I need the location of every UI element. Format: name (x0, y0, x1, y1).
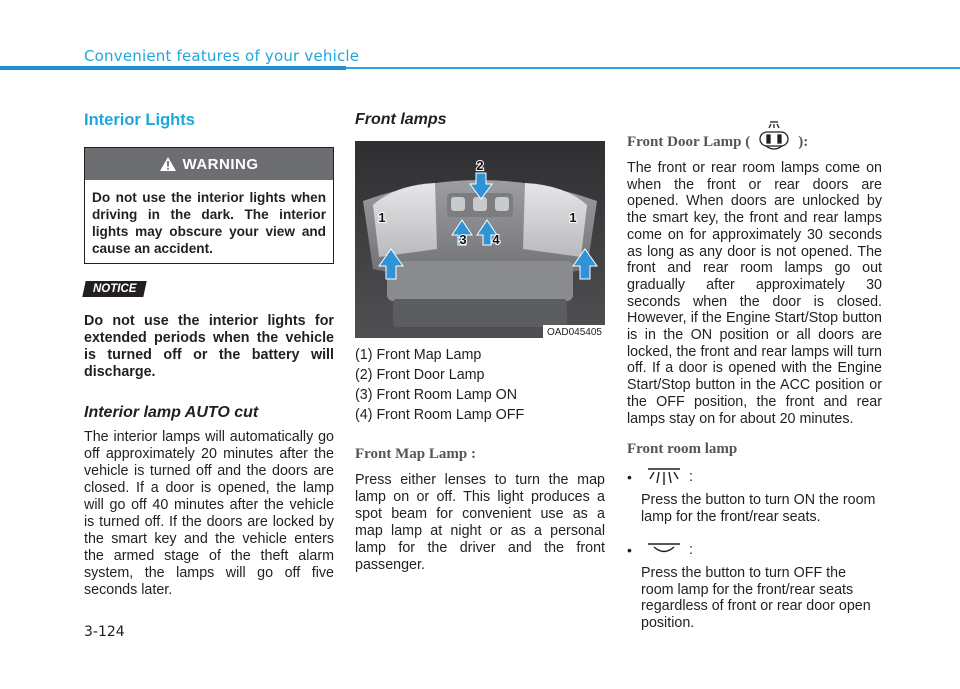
room-lamp-off-bullet (627, 540, 882, 560)
callout-2: 2 (476, 158, 484, 173)
list-item: (4) Front Room Lamp OFF (355, 407, 525, 423)
page-number: 3-124 (84, 624, 125, 640)
front-map-lamp-text: Press either lenses to turn the map lamp on or off. This light produces a spot beam for convenient use as a map lamp at night or as a personal lamp for the driver and the front passenger. (355, 472, 605, 573)
header-rule-light (346, 67, 960, 69)
room-lamp-on-bullet (627, 467, 882, 487)
auto-cut-text: The interior lamps will automatically go off approximately 20 minutes after the vehicle is turned off and the doors are closed. If a door is opened, the lamp will go off 40 minutes after the vehicle is turned off. If the doors are locked by the smart key and the vehicle enters the armed stage of the theft alarm system, the lamps will go off five seconds later. (84, 429, 334, 598)
front-door-lamp-title-text: Front Door Lamp ( (627, 133, 751, 150)
column-door-room-lamps (627, 105, 882, 631)
image-code: OAD045405 (546, 327, 602, 338)
callout-1-left: 1 (378, 210, 386, 225)
auto-cut-title: Interior lamp AUTO cut (84, 404, 259, 421)
front-door-lamp-title (627, 127, 882, 157)
front-room-lamp-title: Front room lamp (627, 441, 738, 458)
bullet-dot: • (627, 542, 632, 559)
lamp-on-icon (645, 467, 683, 487)
room-lamp-off-text: Press the button to turn OFF the room lamp for the front/rear seats regardless of front or rear door open position. (641, 565, 871, 631)
callout-4: 4 (492, 232, 500, 247)
list-item: (1) Front Map Lamp (355, 347, 482, 363)
front-door-lamp-title-suffix: ): (798, 133, 809, 150)
section-header-title: Convenient features of your vehicle (84, 47, 360, 65)
list-item: (3) Front Room Lamp ON (355, 387, 518, 403)
lamp-legend-list (355, 345, 605, 425)
column-front-lamps (355, 105, 605, 574)
warning-box (84, 147, 334, 264)
header-rule-dark (0, 66, 346, 70)
notice-text: Do not use the interior lights for extended periods when the vehicle is turned off or the battery will discharge. (84, 313, 334, 380)
room-lamp-on-text: Press the button to turn ON the room lamp for the front/rear seats. (641, 492, 876, 526)
callout-1-right: 1 (569, 210, 577, 225)
list-item: (2) Front Door Lamp (355, 367, 485, 383)
bullet-suffix: : (689, 469, 693, 486)
callout-3: 3 (459, 232, 467, 247)
front-map-lamp-title: Front Map Lamp : (355, 446, 476, 462)
front-lamps-title: Front lamps (355, 111, 447, 128)
warning-text: Do not use the interior lights when driving in the dark. The interior lights may obscure your view and cause an accident. (92, 190, 326, 256)
column-interior-lights (84, 105, 334, 599)
overhead-console-illustration (355, 141, 605, 338)
bullet-suffix: : (689, 542, 693, 559)
warning-header (85, 148, 333, 180)
interior-lights-title: Interior Lights (84, 111, 195, 129)
door-lamp-icon (754, 121, 794, 151)
front-door-lamp-text: The front or rear room lamps come on when the front or rear doors are opened. When doors are unlocked by the smart key, the front and rear lamps come on for approximately 30 seconds as long as any door is not opened. The front and rear room lamps go out gradually after approximately 30 seconds when the door is closed. However, if the Engine Start/Stop button is in the ON position or all doors are locked, the front and rear lamps will turn off. If a door is opened with the Engine Start/Stop button in the ACC position or the OFF position, the front and rear lamps stay on for about 20 minutes. (627, 160, 882, 427)
warning-label: WARNING (182, 155, 259, 173)
front-lamps-photo (355, 141, 605, 338)
lamp-off-icon (645, 540, 683, 560)
bullet-dot: • (627, 469, 632, 486)
notice-badge: NOTICE (82, 281, 147, 297)
warning-triangle-icon (160, 157, 176, 171)
